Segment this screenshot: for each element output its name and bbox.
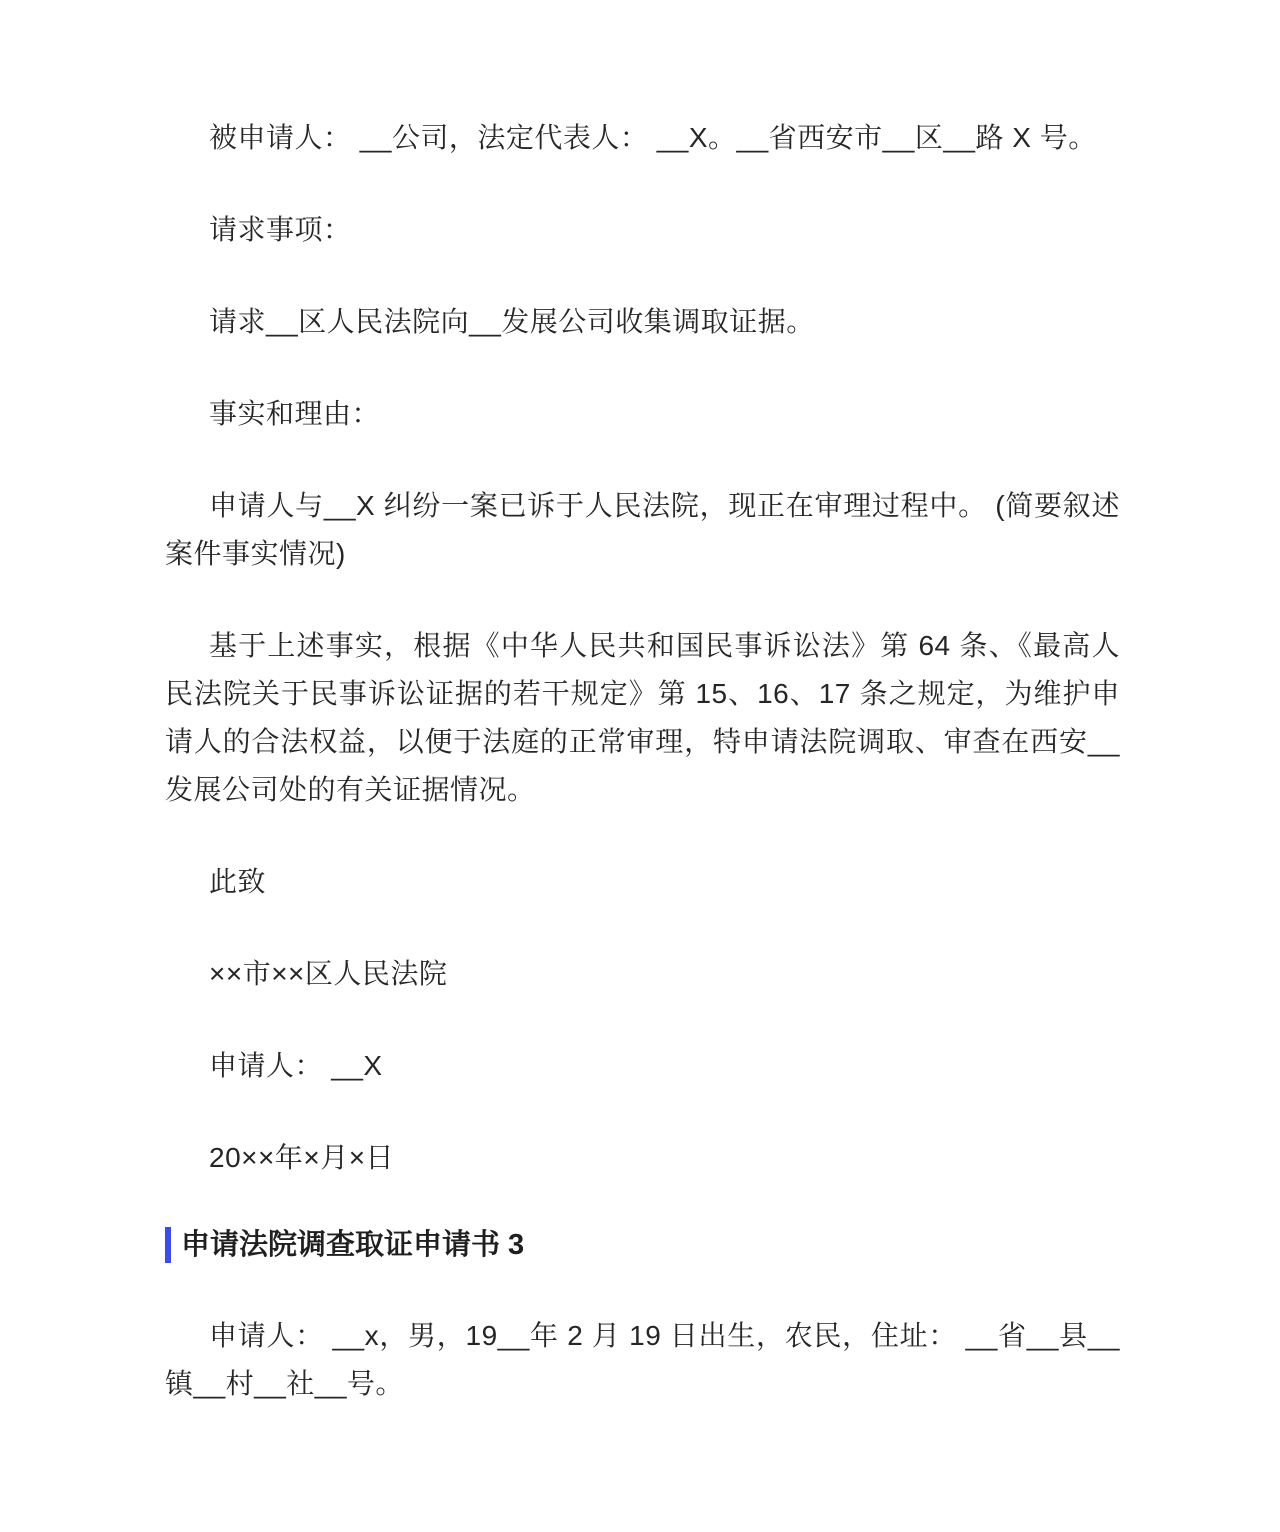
- paragraph-request-items-label: 请求事项：: [209, 214, 352, 245]
- paragraph-legal-basis: 基于上述事实，根据《中华人民共和国民事诉讼法》第 64 条、《最高人民法院关于民事诉讼证据的若干规定》第 15、16、17 条之规定，为维护申请人的合法权益，以便于法庭的正常审理，特申请法院调取、审查在西安__发展公司处的有关证据情况。: [165, 630, 1120, 805]
- paragraph-court-name: ××市××区人民法院: [209, 958, 448, 989]
- paragraph-applicant-signature: 申请人： __X: [209, 1050, 383, 1081]
- paragraph-facts-label: 事实和理由：: [209, 398, 381, 429]
- paragraph-request-body: 请求__区人民法院向__发展公司收集调取证据。: [209, 306, 815, 337]
- section-heading-text: 申请法院调查取证申请书 3: [181, 1229, 525, 1261]
- paragraph-respondent: 被申请人： __公司，法定代表人： __X。__省西安市__区__路 X 号。: [209, 122, 1097, 153]
- heading-accent-bar: [165, 1227, 171, 1263]
- section-heading: [165, 1226, 1120, 1264]
- paragraph-closing-applicant: 申请人： __x，男，19__年 2 月 19 日出生，农民，住址： __省__县__镇__村__社__号。: [165, 1320, 1120, 1399]
- paragraph-date: 20××年×月×日: [209, 1142, 395, 1173]
- paragraph-facts-body: 申请人与__X 纠纷一案已诉于人民法院，现正在审理过程中。 (简要叙述案件事实情况): [165, 490, 1120, 569]
- paragraph-salutation: 此致: [209, 866, 267, 897]
